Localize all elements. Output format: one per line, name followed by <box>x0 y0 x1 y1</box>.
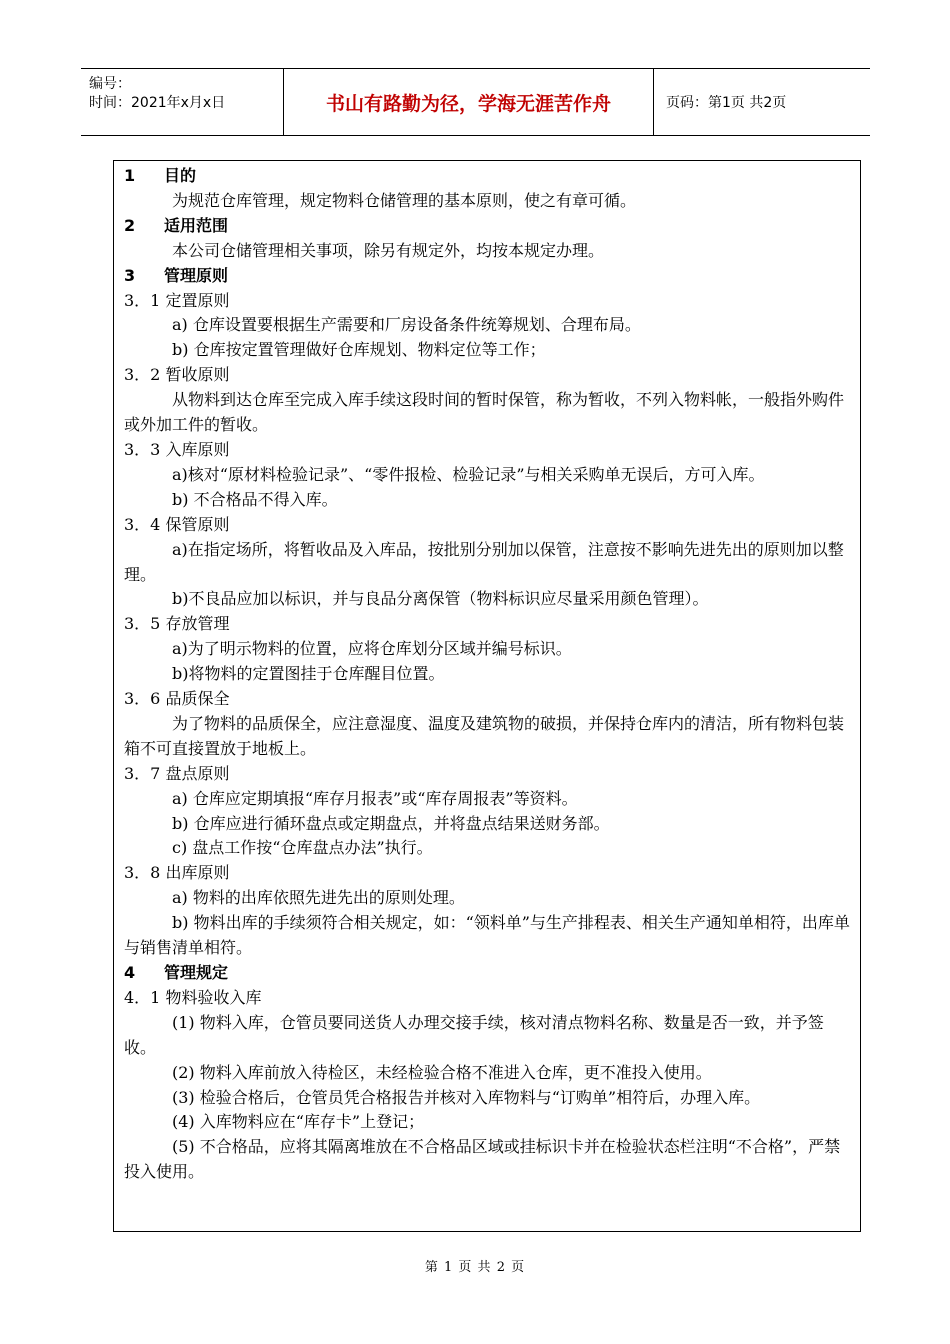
subsection-heading: 3．1 定置原则 <box>124 290 230 310</box>
list-item: b) 不合格品不得入库。 <box>172 489 338 509</box>
list-item: a)核对“原材料检验记录”、“零件报检、检验记录”与相关采购单无误后，方可入库。 <box>172 464 765 484</box>
subsection-heading: 3．8 出库原则 <box>124 863 230 883</box>
section-4-heading <box>124 961 852 986</box>
header-page-info: 页码：第1页 共2页 <box>666 95 787 111</box>
list-item: a) 仓库应定期填报“库存月报表”或“库存周报表”等资料。 <box>172 788 578 808</box>
list-item: (1) 物料入库，仓管员要同送货人办理交接手续，核对清点物料名称、数量是否一致，并予签收。 <box>124 1012 824 1057</box>
list-item: a) 仓库设置要根据生产需要和厂房设备条件统筹规划、合理布局。 <box>172 315 641 335</box>
section-title: 管理规定 <box>164 963 229 982</box>
section-1-heading <box>124 164 852 189</box>
number-label: 编号： <box>89 76 131 92</box>
page-footer: 第 1 页 共 2 页 <box>424 1260 526 1275</box>
list-item: (4) 入库物料应在“库存卡”上登记； <box>172 1112 425 1132</box>
list-item: a) 物料的出库依照先进先出的原则处理。 <box>172 888 465 908</box>
paragraph: 从物料到达仓库至完成入库手续这段时间的暂时保管，称为暂收，不列入物料帐，一般指外购件或外加工件的暂收。 <box>124 390 845 435</box>
document-body <box>113 160 861 1232</box>
subsection-heading: 3．7 盘点原则 <box>124 763 230 783</box>
section-number: 2 <box>124 215 136 235</box>
section-3-heading <box>124 264 852 289</box>
section-title: 适用范围 <box>164 215 229 235</box>
list-item: b)将物料的定置图挂于仓库醒目位置。 <box>172 664 445 684</box>
list-item: b) 仓库应进行循环盘点或定期盘点，并将盘点结果送财务部。 <box>172 813 610 833</box>
list-item: (2) 物料入库前放入待检区，未经检验合格不准进入仓库，更不准投入使用。 <box>172 1062 712 1082</box>
paragraph: 为规范仓库管理，规定物料仓储管理的基本原则，使之有章可循。 <box>172 190 637 210</box>
paragraph: 本公司仓储管理相关事项，除另有规定外，均按本规定办理。 <box>172 240 605 260</box>
subsection-heading: 3．5 存放管理 <box>124 614 230 634</box>
list-item: a)在指定场所，将暂收品及入库品，按批别分别加以保管，注意按不影响先进先出的原则加以整理。 <box>124 539 844 584</box>
list-item: a)为了明示物料的位置，应将仓库划分区域并编号标识。 <box>172 639 572 659</box>
subsection-heading: 3．6 品质保全 <box>124 689 230 709</box>
subsection-heading: 3．2 暂收原则 <box>124 365 230 385</box>
subsection-heading: 3．4 保管原则 <box>124 514 230 534</box>
document-header <box>81 68 870 136</box>
subsection-heading: 3．3 入库原则 <box>124 439 230 459</box>
list-item: (3) 检验合格后，仓管员凭合格报告并核对入库物料与“订购单”相符后，办理入库。 <box>172 1087 761 1107</box>
list-item: c) 盘点工作按“仓库盘点办法”执行。 <box>172 838 433 858</box>
list-item: (5) 不合格品，应将其隔离堆放在不合格品区域或挂标识卡并在检验状态栏注明“不合格”，严禁投入使用。 <box>124 1137 841 1182</box>
paragraph: 为了物料的品质保全，应注意湿度、温度及建筑物的破损，并保持仓库内的清洁，所有物料包装箱不可直接置放于地板上。 <box>124 713 845 758</box>
section-number: 4 <box>124 963 136 982</box>
list-item: b) 物料出库的手续须符合相关规定，如：“领料单”与生产排程表、相关生产通知单相符，出库单与销售清单相符。 <box>124 913 850 958</box>
header-motto: 书山有路勤为径，学海无涯苦作舟 <box>284 69 654 135</box>
subsection-heading: 4．1 物料验收入库 <box>124 987 262 1007</box>
list-item: b) 仓库按定置管理做好仓库规划、物料定位等工作； <box>172 340 546 360</box>
header-meta <box>81 69 284 135</box>
section-2-heading <box>124 214 852 239</box>
list-item: b)不良品应加以标识，并与良品分离保管（物料标识应尽量采用颜色管理）。 <box>172 589 709 609</box>
date-label: 时间：2021年x月x日 <box>89 95 226 111</box>
section-title: 目的 <box>164 166 197 185</box>
section-title: 管理原则 <box>164 265 229 285</box>
section-number: 3 <box>124 265 136 285</box>
section-number: 1 <box>124 166 136 185</box>
